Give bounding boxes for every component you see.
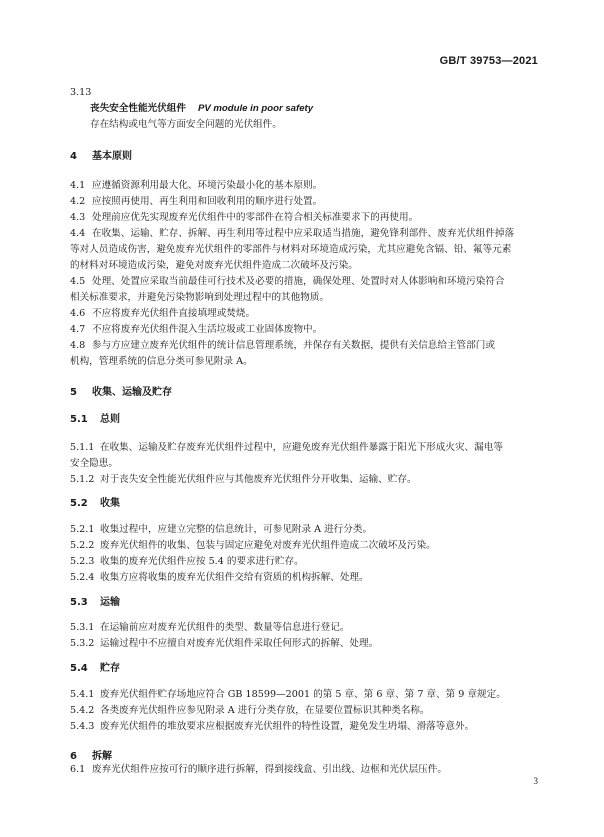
subsection-5-2-heading [70, 497, 542, 511]
clause-number: 4.7 [70, 324, 86, 335]
section-number: 6 [70, 751, 77, 762]
clause-number: 5.4.2 [70, 705, 95, 716]
clause-4-8 [70, 339, 542, 353]
clause-text: 处理、处置应采取当前最佳可行技术及必要的措施，确保处理、处置时对人体影响和环境污染符合 [92, 276, 505, 287]
clause-number: 4.5 [70, 276, 86, 287]
clause-number: 6.1 [70, 764, 86, 775]
clause-number: 5.4.1 [70, 689, 95, 700]
clause-text: 收集方应将收集的废弃光伏组件交给有资质的机构拆解、处理。 [100, 572, 369, 583]
clause-4-3 [70, 211, 542, 225]
subsection-title: 收集 [100, 498, 120, 509]
clause-text: 在收集、运输、贮存、拆解、再生利用等过程中应采取适当措施，避免锋利部件、废弃光伏组件掉落 [92, 228, 515, 239]
clause-text: 不应将废弃光伏组件直接填埋或焚烧。 [92, 308, 256, 319]
clause-5-4-1 [70, 688, 542, 702]
page-number: 3 [533, 776, 538, 786]
clause-number: 5.1.1 [70, 442, 95, 453]
clause-number: 5.1.2 [70, 474, 95, 485]
section-6-heading [70, 750, 542, 764]
clause-text: 参与方应建立废弃光伏组件的统计信息管理系统，并保存有关数据，提供有关信息给主管部门或 [92, 340, 495, 351]
clause-5-4-2 [70, 704, 542, 718]
subsection-5-4-heading [70, 662, 542, 676]
clause-4-2 [70, 195, 542, 209]
clause-text: 废弃光伏组件的堆放要求应根据废弃光伏组件的特性设置，避免发生坍塌、滑落等意外。 [100, 721, 475, 732]
clause-4-4-cont2: 的材料对环境造成污染，避免对废弃光伏组件造成二次破坏及污染。 [70, 260, 358, 271]
clause-5-3-2 [70, 637, 542, 651]
clause-4-5 [70, 275, 542, 289]
clause-text: 在运输前应对废弃光伏组件的类型、数量等信息进行登记。 [100, 622, 350, 633]
section-number: 5 [70, 387, 77, 398]
section-title: 基本原则 [92, 151, 132, 162]
clause-text: 废弃光伏组件贮存场地应符合 GB 18599—2001 的第 5 章、第 6 章、第 7 章、第 9 章规定。 [100, 689, 506, 700]
clause-5-2-4 [70, 571, 542, 585]
clause-number: 4.2 [70, 196, 86, 207]
clause-text: 不应将废弃光伏组件混入生活垃圾或工业固体废物中。 [92, 324, 323, 335]
clause-text: 各类废弃光伏组件应参见附录 A 进行分类存放，在显要位置标识其种类名称。 [100, 705, 430, 716]
subsection-title: 总则 [100, 414, 120, 425]
subsection-number: 5.4 [70, 663, 88, 674]
section-title: 拆解 [92, 751, 112, 762]
subsection-title: 贮存 [100, 663, 120, 674]
clause-text: 应按照再使用、再生利用和回收利用的顺序进行处置。 [92, 196, 323, 207]
clause-text: 对于丧失安全性能光伏组件应与其他废弃光伏组件分开收集、运输、贮存。 [100, 474, 417, 485]
clause-5-3-1 [70, 621, 542, 635]
term-definition: 存在结构或电气等方面安全问题的光伏组件。 [90, 119, 282, 130]
term-cn: 丧失安全性能光伏组件 [90, 103, 186, 114]
section-4-heading [70, 150, 542, 164]
clause-5-4-3 [70, 720, 542, 734]
clause-number: 5.3.2 [70, 638, 95, 649]
clause-text: 应遵循资源利用最大化、环境污染最小化的基本原则。 [92, 180, 323, 191]
subsection-number: 5.2 [70, 498, 88, 509]
section-5-heading [70, 386, 542, 400]
clause-number: 4.4 [70, 228, 86, 239]
clause-text: 处理前应优先实现废弃光伏组件中的零部件在符合相关标准要求下的再使用。 [92, 212, 419, 223]
subsection-title: 运输 [100, 597, 120, 608]
clause-4-4-cont1: 等对人员造成伤害，避免废弃光伏组件的零部件与材料对环境造成污染，尤其应避免含镉、铅、氟等元素 [70, 244, 512, 255]
clause-text: 收集的废弃光伏组件应按 5.4 的要求进行贮存。 [100, 556, 304, 567]
term-en: PV module in poor safety [197, 103, 314, 114]
clause-text: 废弃光伏组件的收集、包装与固定应避免对废弃光伏组件造成二次破坏及污染。 [100, 540, 436, 551]
clause-number: 4.6 [70, 308, 86, 319]
subsection-number: 5.1 [70, 414, 88, 425]
clause-number: 5.2.3 [70, 556, 95, 567]
clause-number: 4.1 [70, 180, 86, 191]
clause-text: 废弃光伏组件应按可行的顺序进行拆解，得到接线盒、引出线、边框和光伏层压件。 [92, 764, 447, 775]
term-number: 3.13 [70, 87, 92, 98]
clause-5-1-1-cont1: 安全隐患。 [70, 458, 118, 469]
subsection-5-1-heading [70, 413, 542, 427]
clause-text: 在收集、运输及贮存废弃光伏组件过程中，应避免废弃光伏组件暴露于阳光下形成火灾、漏电等 [100, 442, 503, 453]
subsection-5-3-heading [70, 596, 542, 610]
clause-number: 5.2.1 [70, 524, 95, 535]
clause-number: 5.4.3 [70, 721, 95, 732]
clause-4-8-cont1: 机构，管理系统的信息分类可参见附录 A。 [70, 356, 253, 367]
term-heading [90, 102, 542, 116]
clause-text: 运输过程中不应擅自对废弃光伏组件采取任何形式的拆解、处理。 [100, 638, 379, 649]
clause-6-1 [70, 763, 542, 777]
clause-number: 4.3 [70, 212, 86, 223]
clause-4-5-cont1: 相关标准要求，并避免污染物影响到处理过程中的其他物质。 [70, 292, 330, 303]
clause-number: 5.2.2 [70, 540, 95, 551]
clause-number: 5.2.4 [70, 572, 95, 583]
clause-5-1-1 [70, 441, 542, 455]
clause-5-1-2 [70, 473, 542, 487]
section-title: 收集、运输及贮存 [92, 387, 172, 398]
clause-4-4 [70, 227, 542, 241]
clause-4-1 [70, 179, 542, 193]
clause-5-2-2 [70, 539, 542, 553]
clause-number: 5.3.1 [70, 622, 95, 633]
clause-4-7 [70, 323, 542, 337]
clause-4-6 [70, 307, 542, 321]
clause-number: 4.8 [70, 340, 86, 351]
standard-code: GB/T 39753—2021 [439, 55, 538, 67]
section-number: 4 [70, 151, 77, 162]
subsection-number: 5.3 [70, 597, 88, 608]
clause-5-2-3 [70, 555, 542, 569]
clause-text: 收集过程中，应建立完整的信息统计，可参见附录 A 进行分类。 [100, 524, 373, 535]
clause-5-2-1 [70, 523, 542, 537]
